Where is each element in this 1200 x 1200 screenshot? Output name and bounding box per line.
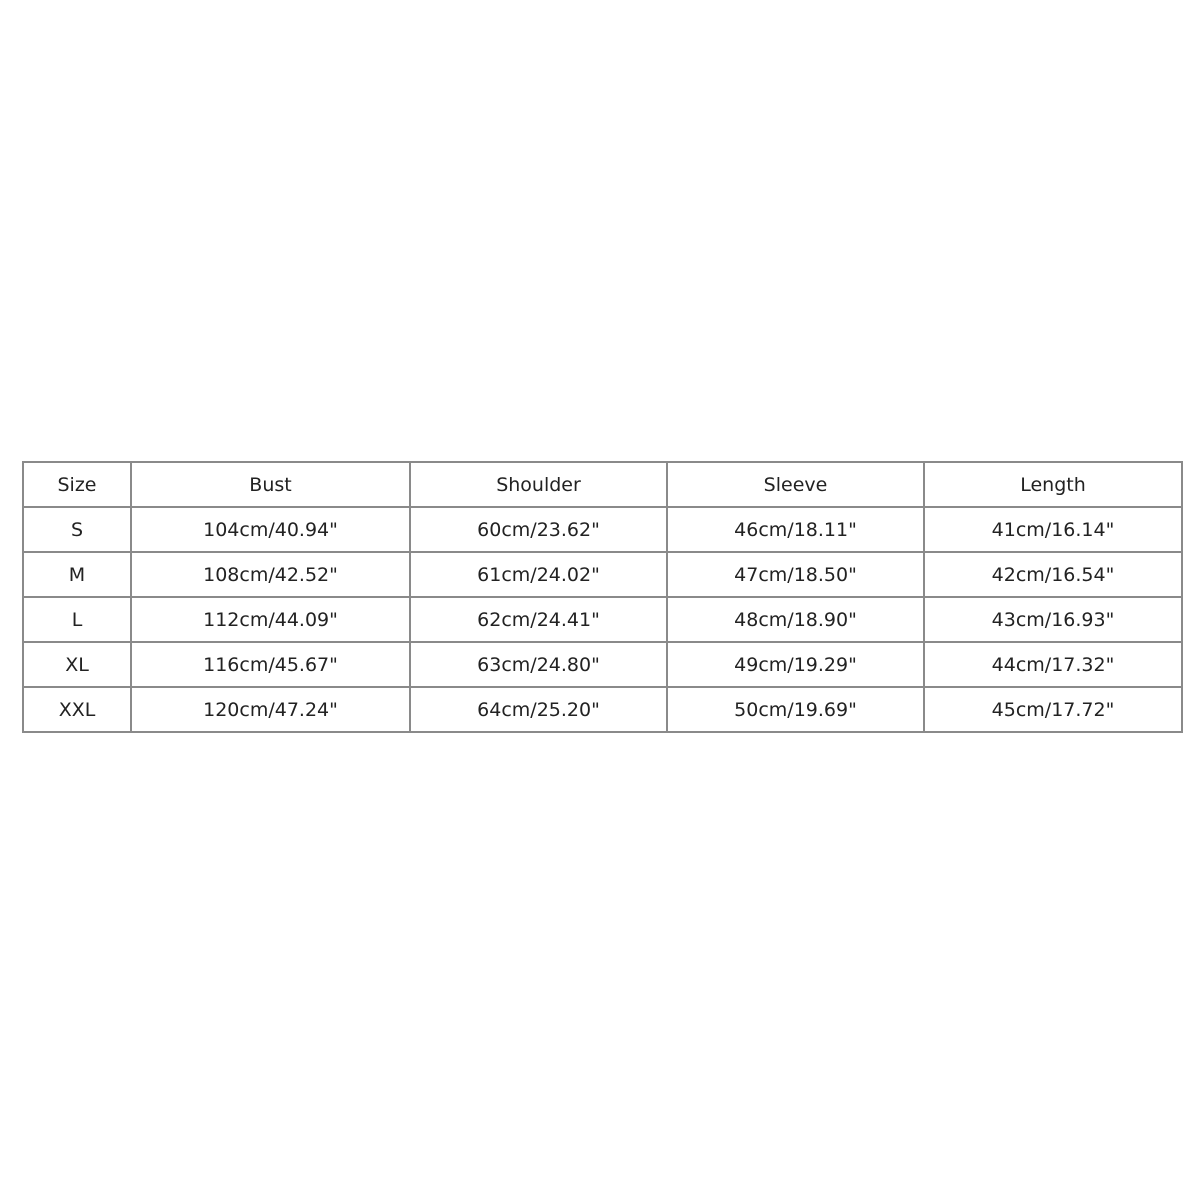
header-row [23,462,1182,507]
header-sleeve: Sleeve [667,462,924,507]
cell-shoulder: 60cm/23.62" [410,507,667,552]
cell-shoulder: 62cm/24.41" [410,597,667,642]
cell-sleeve: 48cm/18.90" [667,597,924,642]
cell-sleeve: 50cm/19.69" [667,687,924,732]
header-bust: Bust [131,462,410,507]
size-chart-table [22,461,1183,733]
cell-bust: 104cm/40.94" [131,507,410,552]
cell-bust: 120cm/47.24" [131,687,410,732]
header-length: Length [924,462,1182,507]
cell-shoulder: 64cm/25.20" [410,687,667,732]
cell-shoulder: 61cm/24.02" [410,552,667,597]
cell-length: 44cm/17.32" [924,642,1182,687]
cell-size: L [23,597,131,642]
cell-length: 45cm/17.72" [924,687,1182,732]
table-row [23,687,1182,732]
cell-size: XXL [23,687,131,732]
header-size: Size [23,462,131,507]
cell-bust: 112cm/44.09" [131,597,410,642]
cell-bust: 116cm/45.67" [131,642,410,687]
table-row [23,552,1182,597]
table-row [23,597,1182,642]
cell-length: 41cm/16.14" [924,507,1182,552]
cell-sleeve: 49cm/19.29" [667,642,924,687]
header-shoulder: Shoulder [410,462,667,507]
cell-shoulder: 63cm/24.80" [410,642,667,687]
table-row [23,507,1182,552]
table-row [23,642,1182,687]
cell-length: 43cm/16.93" [924,597,1182,642]
cell-sleeve: 47cm/18.50" [667,552,924,597]
cell-size: M [23,552,131,597]
cell-bust: 108cm/42.52" [131,552,410,597]
cell-length: 42cm/16.54" [924,552,1182,597]
cell-sleeve: 46cm/18.11" [667,507,924,552]
cell-size: S [23,507,131,552]
cell-size: XL [23,642,131,687]
